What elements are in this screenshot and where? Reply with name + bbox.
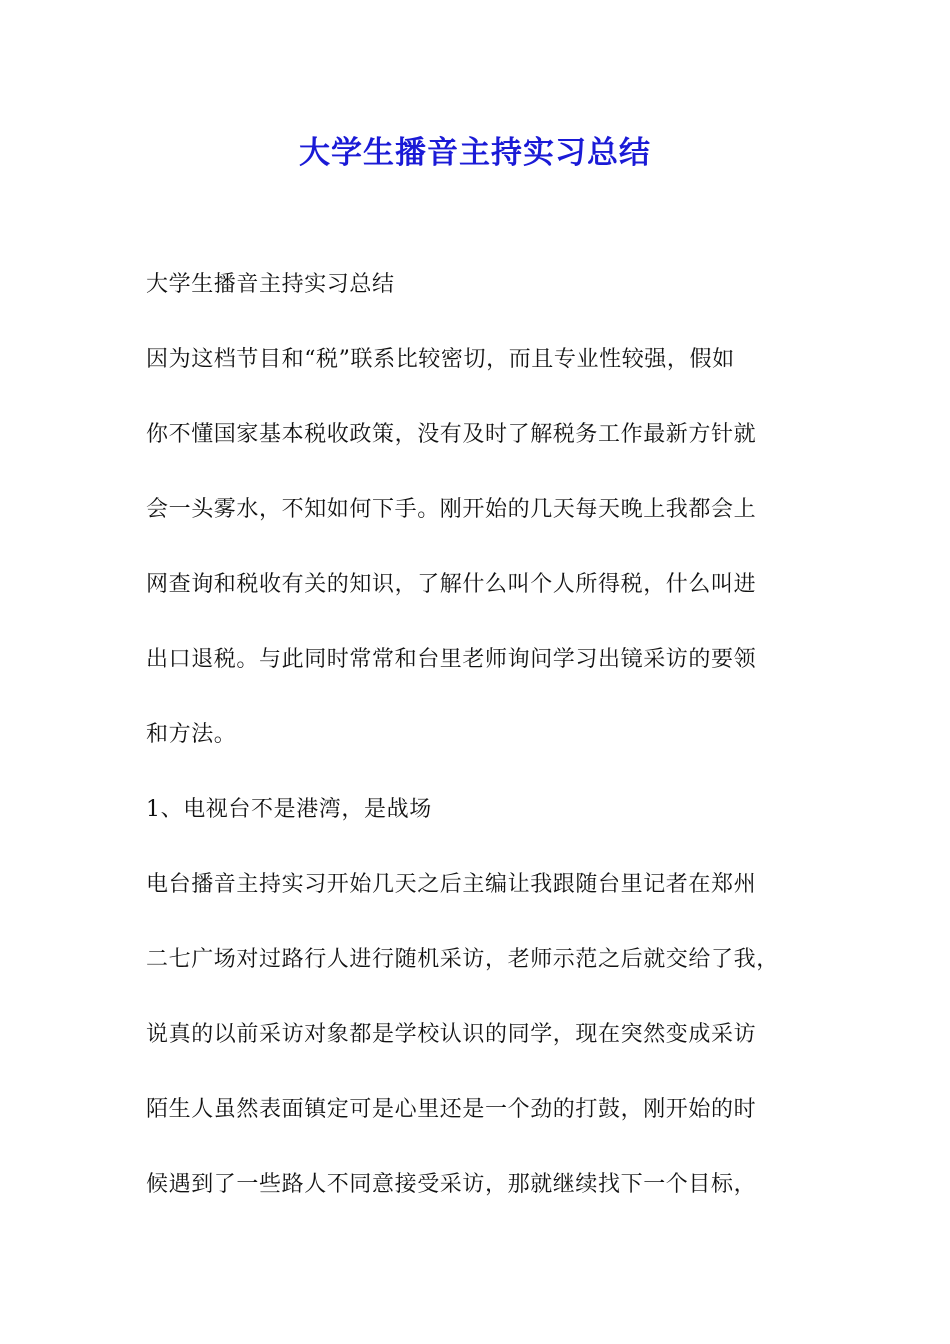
paragraph-line: 说真的以前采访对象都是学校认识的同学，现在突然变成采访: [146, 1022, 757, 1047]
paragraph-line: 电台播音主持实习开始几天之后主编让我跟随台里记者在郑州: [146, 872, 757, 897]
paragraph-line: 和方法。: [146, 722, 237, 747]
paragraph-line: 陌生人虽然表面镇定可是心里还是一个劲的打鼓，刚开始的时: [146, 1097, 757, 1122]
section-heading: 1、电视台不是港湾，是战场: [146, 797, 432, 822]
subtitle-line: 大学生播音主持实习总结: [146, 272, 395, 297]
paragraph-line: 出口退税。与此同时常常和台里老师询问学习出镜采访的要领: [146, 647, 757, 672]
document-title: 大学生播音主持实习总结: [299, 135, 651, 171]
document-body: [146, 258, 806, 1233]
paragraph-line: 二七广场对过路行人进行随机采访，老师示范之后就交给了我，: [146, 947, 779, 972]
paragraph-line: 候遇到了一些路人不同意接受采访，那就继续找下一个目标，: [146, 1172, 757, 1197]
paragraph-line: 因为这档节目和“税”联系比较密切，而且专业性较强，假如: [146, 347, 735, 372]
paragraph-line: 会一头雾水，不知如何下手。刚开始的几天每天晚上我都会上: [146, 497, 757, 522]
paragraph-line: 你不懂国家基本税收政策，没有及时了解税务工作最新方针就: [146, 422, 757, 447]
paragraph-line: 网查询和税收有关的知识，了解什么叫个人所得税，什么叫进: [146, 572, 757, 597]
